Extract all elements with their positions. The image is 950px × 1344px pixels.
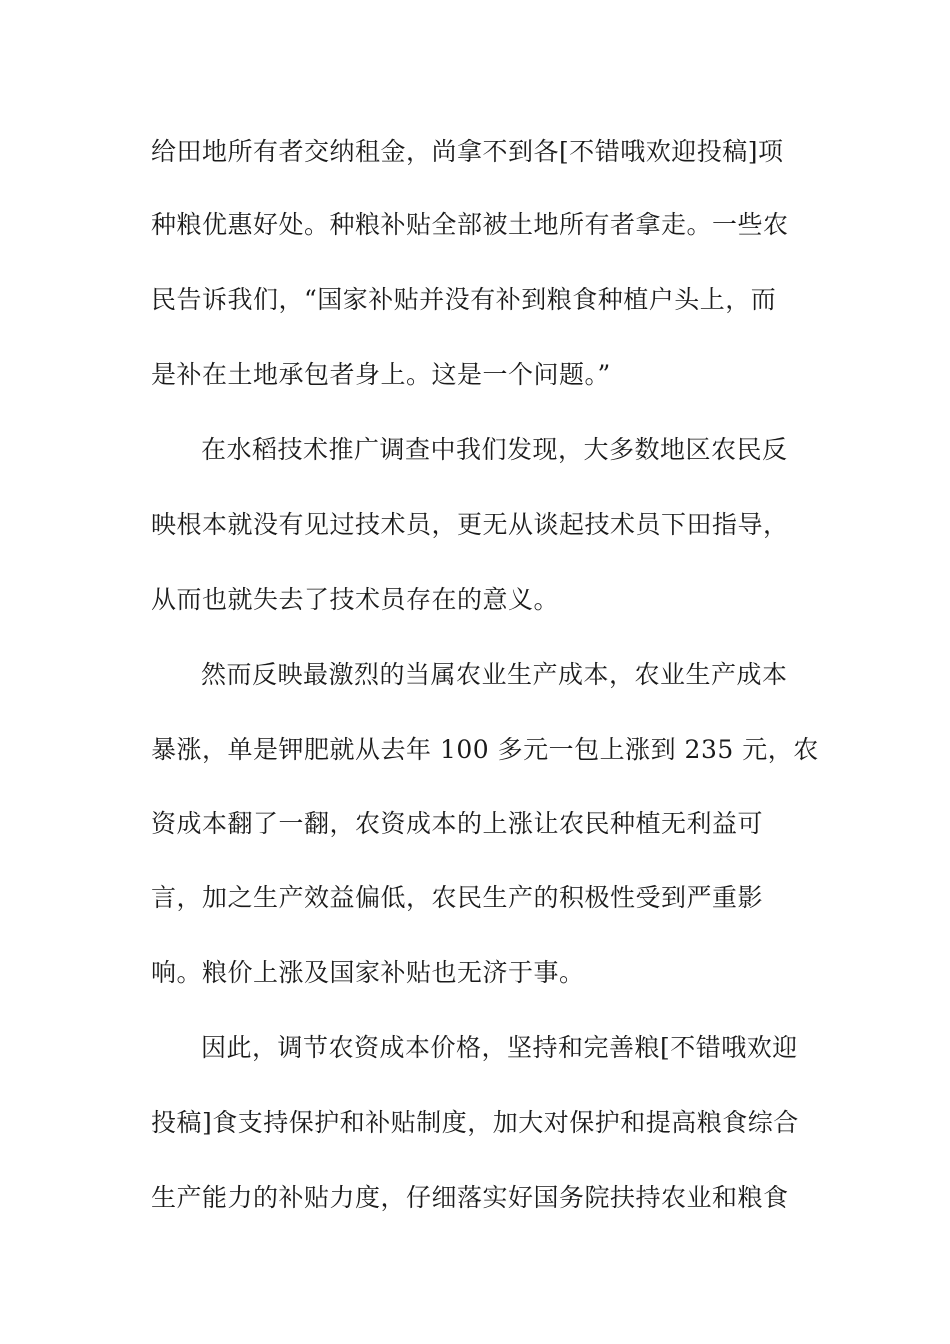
paragraph-line: 在水稻技术推广调查中我们发现，大多数地区农民反 [201,435,788,464]
paragraph-line: 生产能力的补贴力度，仔细落实好国务院扶持农业和粮食 [151,1183,789,1212]
paragraph-line: 暴涨，单是钾肥就从去年 100 多元一包上涨到 235 元，农 [151,735,819,764]
paragraph-line: 种粮优惠好处。种粮补贴全部被土地所有者拿走。一些农 [151,210,789,239]
paragraph-line: 言，加之生产效益偏低，农民生产的积极性受到严重影 [151,883,764,912]
paragraph-line: 资成本翻了一翻，农资成本的上涨让农民种植无利益可 [151,809,764,838]
paragraph-line: 民告诉我们，“国家补贴并没有补到粮食种植户头上，而 [151,285,777,314]
paragraph-line: 因此，调节农资成本价格，坚持和完善粮[不错哦欢迎 [201,1033,798,1062]
paragraph-line: 是补在土地承包者身上。这是一个问题。” [151,360,611,389]
paragraph-line: 响。粮价上涨及国家补贴也无济于事。 [151,958,585,987]
paragraph-line: 映根本就没有见过技术员，更无从谈起技术员下田指导， [151,510,789,539]
paragraph-line: 给田地所有者交纳租金，尚拿不到各[不错哦欢迎投稿]项 [151,137,784,166]
paragraph-line: 从而也就失去了技术员存在的意义。 [151,585,560,614]
paragraph-line: 然而反映最激烈的当属农业生产成本，农业生产成本 [201,660,788,689]
paragraph-line: 投稿]食支持保护和补贴制度，加大对保护和提高粮食综合 [151,1108,799,1137]
